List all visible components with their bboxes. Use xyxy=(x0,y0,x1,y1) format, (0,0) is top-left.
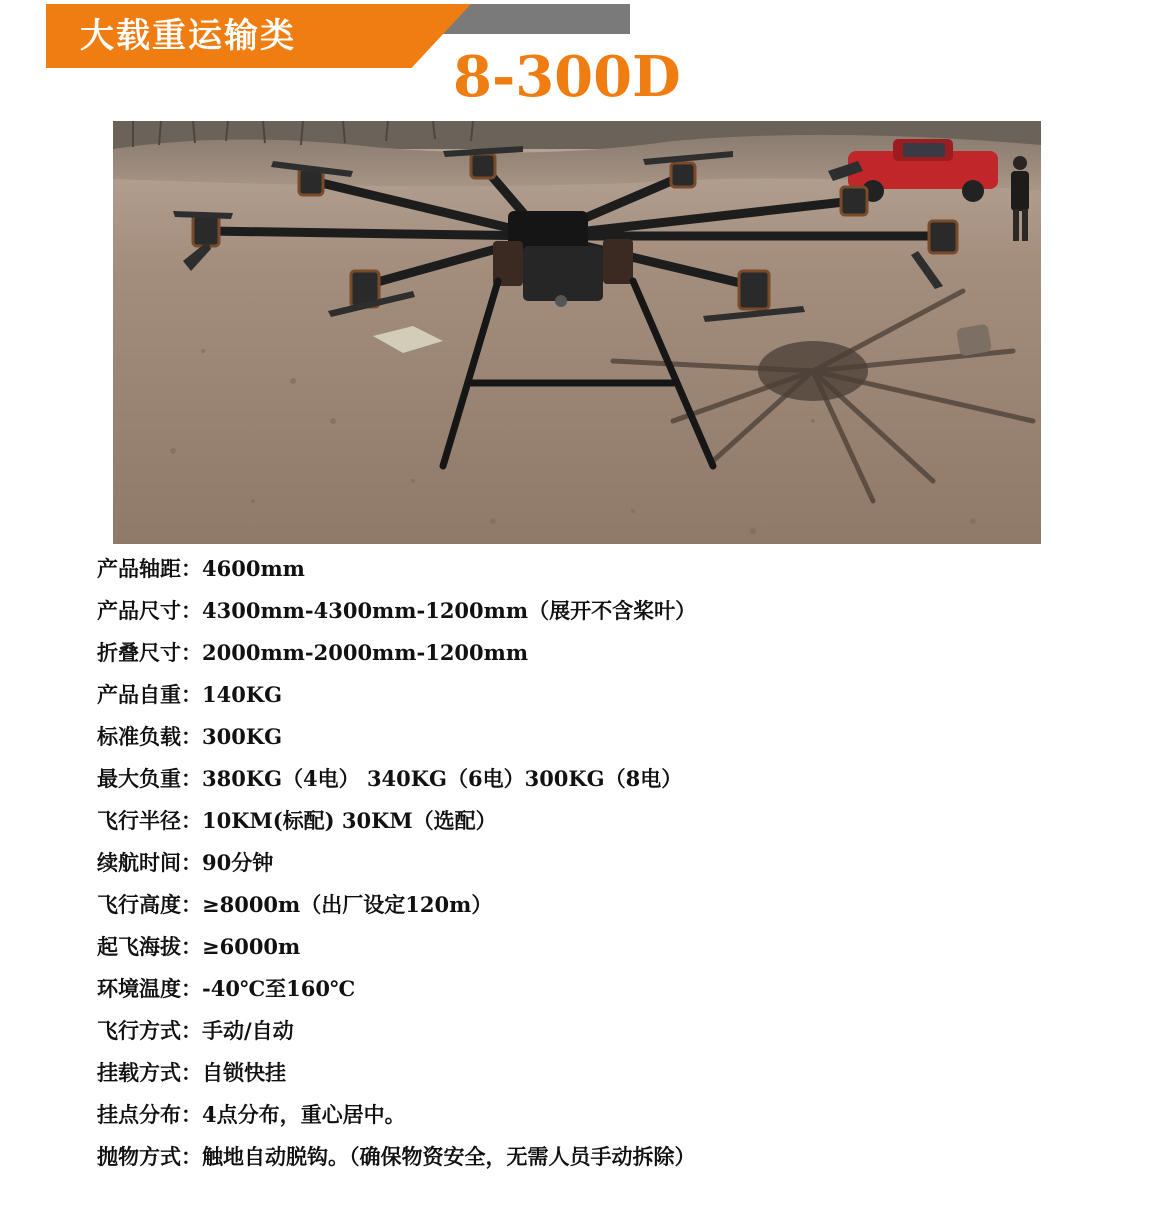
spec-value: 10KM(标配) 30KM（选配） xyxy=(202,808,497,833)
spec-separator: ： xyxy=(181,640,202,665)
spec-separator: ： xyxy=(181,1018,202,1043)
spec-row xyxy=(97,1010,1137,1052)
spec-value: 2000mm-2000mm-1200mm xyxy=(202,640,529,665)
spec-row xyxy=(97,1052,1137,1094)
spec-row xyxy=(97,1136,1137,1178)
spec-label: 产品轴距 xyxy=(97,556,181,581)
spec-list xyxy=(97,548,1137,1178)
spec-separator: ： xyxy=(181,892,202,917)
spec-label: 挂载方式 xyxy=(97,1060,181,1085)
spec-label: 飞行方式 xyxy=(97,1018,181,1043)
spec-separator: ： xyxy=(181,598,202,623)
spec-value: 380KG（4电） 340KG（6电）300KG（8电） xyxy=(202,766,683,791)
drone-photo xyxy=(113,121,1041,544)
model-title: 8-300D xyxy=(453,44,681,110)
spec-label: 飞行半径 xyxy=(97,808,181,833)
spec-row xyxy=(97,968,1137,1010)
spec-separator: ： xyxy=(181,976,202,1001)
spec-row xyxy=(97,632,1137,674)
spec-row xyxy=(97,884,1137,926)
spec-row xyxy=(97,758,1137,800)
spec-row xyxy=(97,926,1137,968)
category-label: 大载重运输类 xyxy=(80,16,296,56)
spec-label: 折叠尺寸 xyxy=(97,640,181,665)
spec-value: 300KG xyxy=(202,724,283,749)
spec-value: 4点分布，重心居中。 xyxy=(202,1102,406,1127)
spec-label: 标准负载 xyxy=(97,724,181,749)
spec-row xyxy=(97,590,1137,632)
spec-label: 起飞海拔 xyxy=(97,934,181,959)
spec-label: 环境温度 xyxy=(97,976,181,1001)
spec-value: -40℃至160℃ xyxy=(202,976,356,1001)
spec-row xyxy=(97,800,1137,842)
spec-separator: ： xyxy=(181,1102,202,1127)
spec-separator: ： xyxy=(181,724,202,749)
spec-separator: ： xyxy=(181,766,202,791)
octocopter-drone-illustration xyxy=(113,121,1041,544)
spec-value: 4300mm-4300mm-1200mm（展开不含桨叶） xyxy=(202,598,697,623)
spec-value: ≥8000m（出厂设定120m） xyxy=(202,892,493,917)
spec-separator: ： xyxy=(181,682,202,707)
spec-separator: ： xyxy=(181,1144,202,1169)
spec-separator: ： xyxy=(181,808,202,833)
spec-label: 挂点分布 xyxy=(97,1102,181,1127)
spec-label: 产品自重 xyxy=(97,682,181,707)
spec-separator: ： xyxy=(181,934,202,959)
spec-label: 最大负重 xyxy=(97,766,181,791)
spec-value: 90分钟 xyxy=(202,850,274,875)
spec-value: 140KG xyxy=(202,682,283,707)
spec-label: 续航时间 xyxy=(97,850,181,875)
spec-row xyxy=(97,674,1137,716)
spec-separator: ： xyxy=(181,1060,202,1085)
spec-separator: ： xyxy=(181,556,202,581)
spec-row xyxy=(97,842,1137,884)
spec-value: 手动/自动 xyxy=(202,1018,294,1043)
spec-label: 产品尺寸 xyxy=(97,598,181,623)
spec-value: 自锁快挂 xyxy=(202,1060,286,1085)
spec-label: 抛物方式 xyxy=(97,1144,181,1169)
spec-value: 4600mm xyxy=(202,556,305,581)
spec-value: 触地自动脱钩。（确保物资安全，无需人员手动拆除） xyxy=(202,1144,696,1169)
spec-row xyxy=(97,1094,1137,1136)
spec-label: 飞行高度 xyxy=(97,892,181,917)
spec-separator: ： xyxy=(181,850,202,875)
spec-row xyxy=(97,716,1137,758)
spec-row xyxy=(97,548,1137,590)
spec-value: ≥6000m xyxy=(202,934,301,959)
